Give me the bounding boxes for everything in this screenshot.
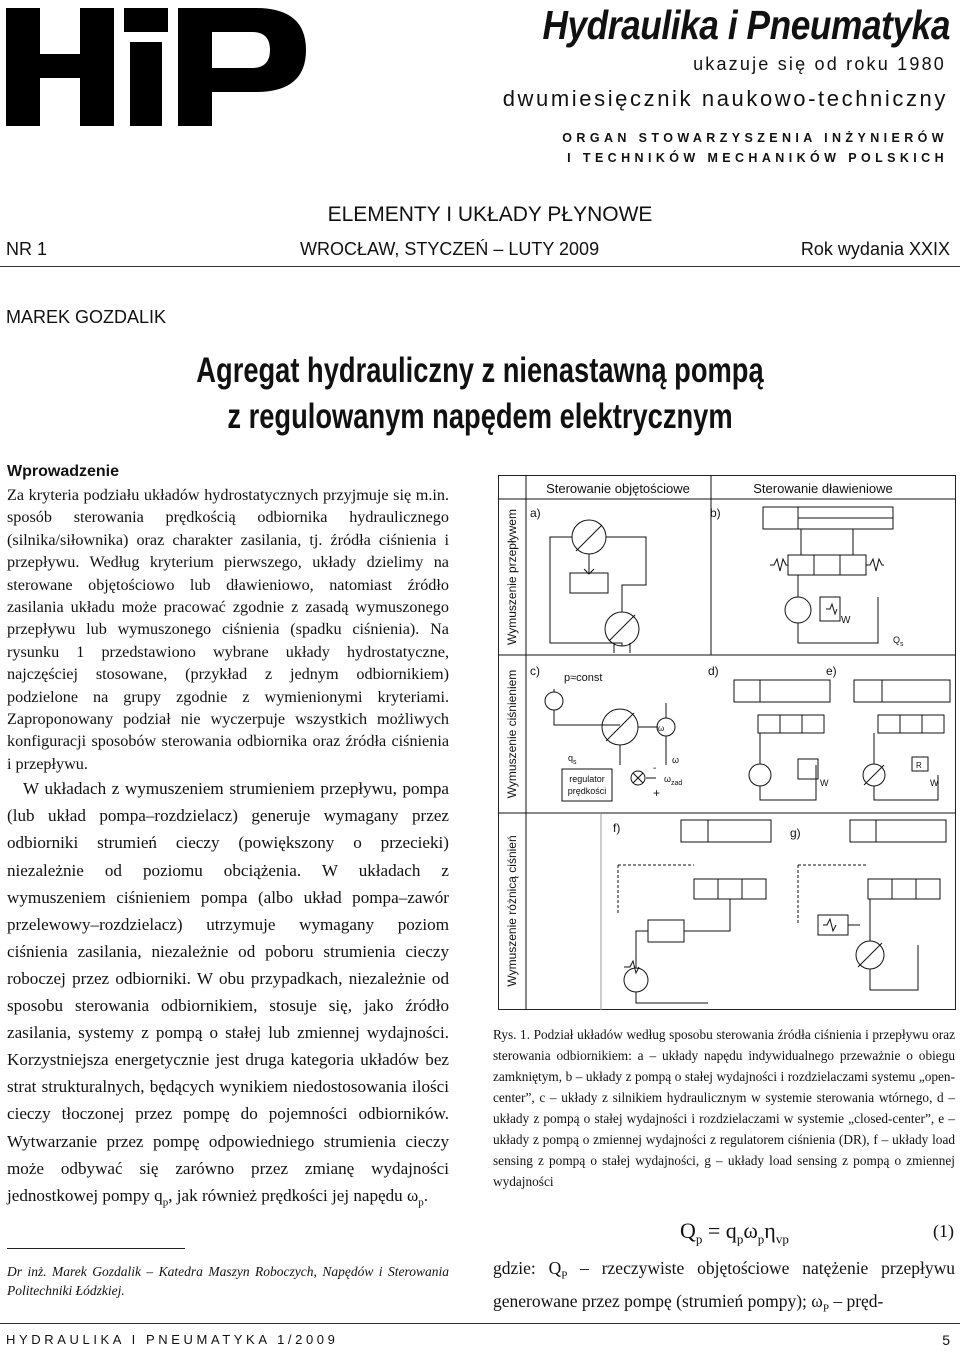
equation-1: $Q_p = q_p\omega_p\eta_{vp}$	[680, 1218, 789, 1247]
issue-number: NR 1	[6, 239, 48, 259]
journal-type: dwumiesięcznik naukowo-techniczny	[502, 86, 948, 111]
article-title	[106, 348, 855, 440]
equation-explanation: gdzie: $Q_P$ – rzeczywiste objętościowe natężenie przepływu generowane przez pompę (strumień pompy); $\omega_P$ – pręd-	[493, 1258, 955, 1314]
label-omega-2: ω	[672, 755, 680, 765]
label-g: g)	[790, 826, 801, 840]
label-p-const: p≈const	[564, 672, 603, 684]
footer-divider	[0, 1323, 960, 1324]
label-a: a)	[530, 506, 541, 520]
label-plus: +	[653, 786, 661, 800]
label-minus: -	[653, 763, 657, 774]
journal-logo	[6, 8, 306, 126]
label-e: e)	[826, 664, 837, 678]
diagram-d	[734, 680, 830, 800]
journal-since: ukazuje się od roku 1980	[693, 54, 946, 74]
article-title-line2: z regulowanym napędem elektrycznym	[227, 397, 733, 436]
page-number: 5	[942, 1332, 950, 1348]
regulator-label-line1: regulator	[569, 774, 605, 784]
figure-caption: Rys. 1. Podział układów według sposobu sterowania źródła ciśnienia i przepływu oraz sterowania odbiornikiem: a – układy napędu indywidualnego przeważnie o obiegu zamkniętym, b – układy z pompą o stałej wydajności i rozdzielaczami systemu „open-center”, c – układy z silnikiem hydraulicznym w systemie sterowania wtórnego, d – układy z pompą o stałej wydajności i rozdzielaczami w systemie „closed-center”, e – układy z pompą o zmiennej wydajności z regulatorem ciśnienia (DR), f – układy load sensing z pompą o stałej wydajności, g – układy load sensing z pompą o zmiennej wydajności	[493, 1027, 955, 1189]
row-pressure-label: Wymuszenie ciśnieniem	[505, 669, 519, 799]
article-author: MAREK GOZDALIK	[6, 307, 167, 327]
diagram-b	[763, 507, 893, 643]
paragraph-2: W układach z wymuszeniem strumieniem przepływu, pompa (lub układ pompa–rozdzielacz) generuje wymagany przez odbiorniki strumień cieczy (powiększony o przecieki) niezależnie od poziomu obciążenia. W układach z wymuszeniem ciśnieniem pompa (albo układ pompa–zawór przelewowy–rozdzielacz) utrzymuje wymagany poziom ciśnienia zasilania, niezależnie od poboru strumienia cieczy roboczej przez odbiorniki. W obu przypadkach, niezależnie od sposobu sterowania odbiornikiem, stosuje się, jako źródło zasilania, systemy z pompą o stałej lub zmiennej wydajności. Korzystniejsza energetycznie jest druga kategoria układów bez strat strukturalnych, będących wynikiem niedostosowania ilości cieczy tłoczonej przez pompę do pojemności odbiorników. Wytwarzanie przez pompę odpowiedniego strumienia cieczy może odbywać się zarówno przez zmianę wydajności jednostkowej pompy $q_p$, jak również prędkości jej napędu $\omega_p$.	[7, 779, 449, 1209]
paragraph-1: Za kryteria podziału układów hydrostatycznych przyjmuje się m.in. sposób sterowania prędkością odbiornika hydraulicznego (silnika/siłownika) oraz charakter zasilania, tj. źródła ciśnienia i przepływu. Według kryterium pierwszego, układy dzielimy na sterowane objętościowo lub dławieniowo, natomiast źródło zasilania układu może pracować zgodnie z zasadą wymuszonego przepływu lub wymuszonego ciśnienia (spadku ciśnienia). Na rysunku 1 przedstawiono wybrane układy hydrostatyczne, najczęściej stosowane, (przykład z jednym odbiornikiem) podzielone na grupy zgodnie z wymienionymi kryteriami. Zaproponowany podział nie wyczerpuje wszystkich możliwych konfiguracji sposobów sterowania odbiornika oraz źródła ciśnienia i przepływu.	[7, 486, 449, 773]
section-heading: Wprowadzenie	[7, 463, 120, 480]
diagram-c	[545, 689, 675, 801]
article-title-line1: Agregat hydrauliczny z nienastawną pompą	[196, 351, 764, 390]
journal-section: ELEMENTY I UKŁADY PŁYNOWE	[327, 203, 653, 226]
figure-hydraulic-systems	[498, 475, 956, 1010]
label-omega-zad: $\omega_{zad}$	[664, 774, 683, 787]
col-volumetric-label: Sterowanie objętościowe	[546, 481, 690, 496]
journal-organ-line1: ORGAN STOWARZYSZENIA INŻYNIERÓW	[562, 131, 948, 145]
label-f: f)	[613, 821, 621, 835]
equation-number: (1)	[933, 1221, 954, 1241]
label-b: b)	[710, 506, 721, 520]
label-W-d: W	[820, 778, 829, 788]
regulator-label-line2: prędkości	[567, 786, 607, 796]
label-qs: $q_s$	[568, 753, 577, 766]
label-Qs: $Q_s$	[893, 635, 904, 648]
journal-organ-line2: I TECHNIKÓW MECHANIKÓW POLSKICH	[567, 151, 948, 165]
left-column	[7, 462, 449, 1216]
journal-title: Hydraulika i Pneumatyka	[542, 2, 950, 48]
place-date: WROCŁAW, STYCZEŃ – LUTY 2009	[300, 239, 600, 259]
footnote-divider	[7, 1248, 185, 1249]
author-footnote: Dr inż. Marek Gozdalik – Katedra Maszyn Roboczych, Napędów i Sterowania Politechniki Łódzkiej.	[7, 1264, 449, 1298]
publication-year: Rok wydania XXIX	[800, 239, 950, 259]
diagram-f	[618, 820, 771, 1003]
label-c: c)	[530, 664, 540, 678]
col-throttle-label: Sterowanie dławieniowe	[753, 481, 893, 496]
footer-journal: HYDRAULIKA I PNEUMATYKA 1/2009	[6, 1332, 339, 1347]
diagram-g	[798, 820, 946, 990]
label-d: d)	[708, 664, 719, 678]
diagram-a	[550, 520, 646, 653]
label-R: R	[916, 761, 922, 770]
label-W-e: W	[930, 778, 939, 788]
row-diff-label: Wymuszenie różnicą ciśnień	[505, 835, 519, 987]
label-W: W	[841, 615, 851, 626]
row-flow-label: Wymuszenie przepływem	[505, 509, 519, 645]
header-divider	[0, 266, 960, 267]
label-omega: ω	[658, 724, 665, 733]
